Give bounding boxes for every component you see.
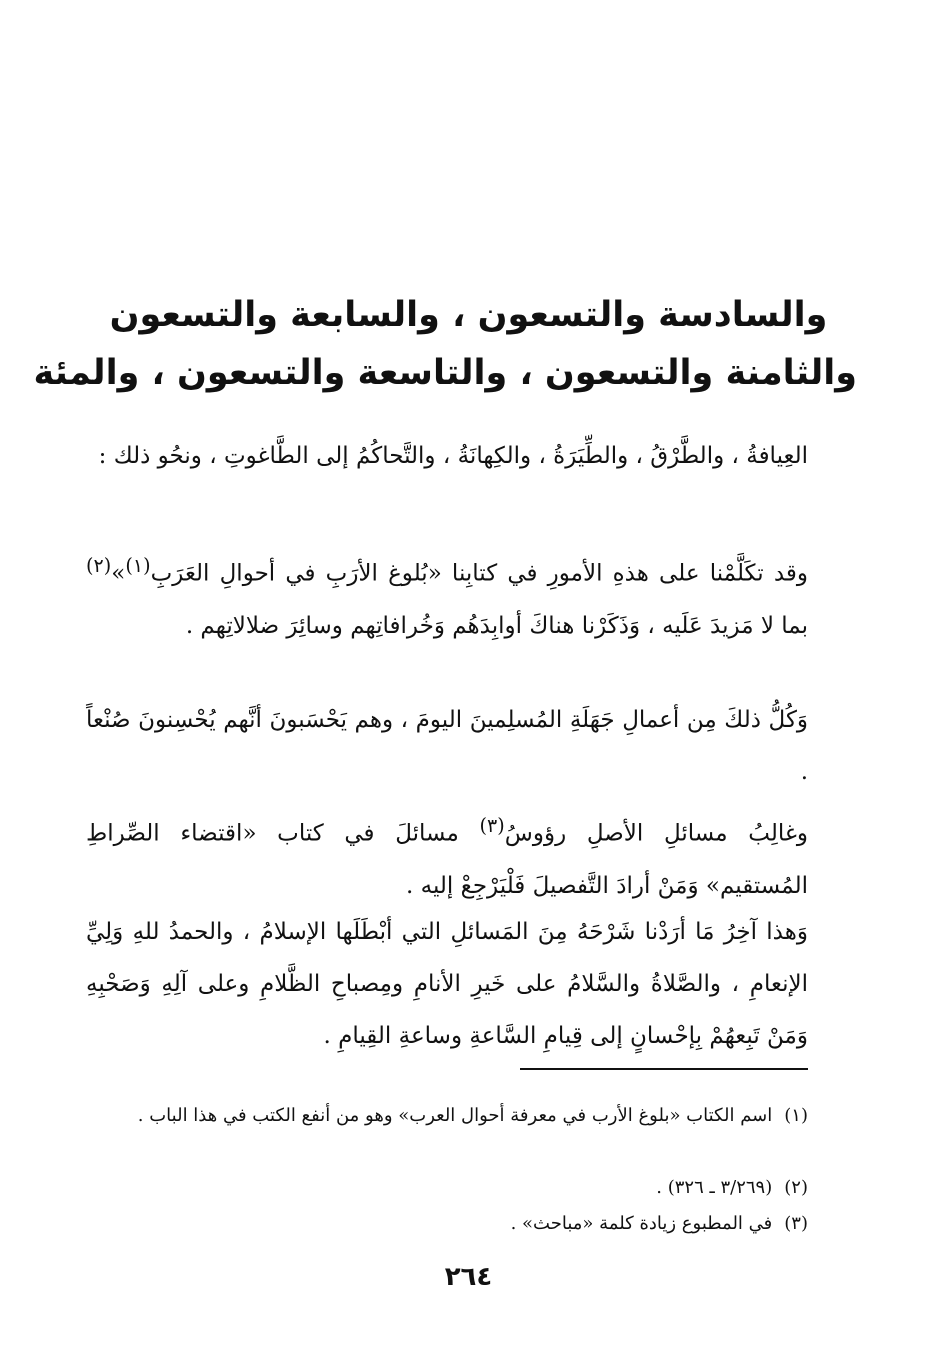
paragraph-2	[86, 540, 808, 652]
footnote-3-text: في المطبوع زيادة كلمة «مباحث» .	[510, 1213, 773, 1234]
footnote-2	[86, 1172, 808, 1204]
paragraph-3: وَكُلُّ ذلكَ مِن أعمالِ جَهَلَةِ المُسلِمينَ اليومَ ، وهم يَحْسَبونَ أنَّهم يُحْسِنونَ صُنْعاً .	[86, 707, 808, 785]
paragraph-4-text-b: مسائلَ في كتاب «اقتضاء الصِّراطِ المُستقيم» وَمَنْ أرادَ التَّفصيلَ فَلْيَرْجِعْ إليه .	[86, 820, 808, 899]
footnote-2-text: (٣/٢٦٩ ـ ٣٢٦) .	[656, 1177, 773, 1198]
paragraph-2-text-c: بما لا مَزيدَ عَلَيه ، وَذَكَرْنا هناكَ أوابِدَهُم وَخُرافاتِهم وسائِرَ ضلالاتِهم .	[185, 612, 808, 639]
footnote-ref-3: (٣)	[479, 814, 505, 837]
footnote-ref-1: (١)	[125, 554, 151, 577]
paragraph-4	[86, 800, 808, 912]
paragraph-5: وَهذا آخِرُ مَا أرَدْنا شَرْحَهُ مِنَ المَسائلِ التي أبْطَلَها الإسلامُ ، والحمدُ للهِ وَلِيِّ الإنعامِ ، والصَّلاةُ والسَّلامُ على خَيرِ الأنامِ ومِصباحِ الظَّلامِ وعلى آلِهِ وَصَحْبِهِ وَمَنْ تَبِعهُمْ بِإحْسانٍ إلى قِيامِ السَّاعةِ وساعةِ القِيامِ .	[86, 919, 808, 1049]
paragraph-2-text-a: وقد تكَلَّمْنا على هذهِ الأمورِ في كتابِنا «بُلوغ الأرَبِ في أحوالِ العَرَبِ	[150, 560, 808, 587]
page-number: ٢٦٤	[444, 1262, 493, 1292]
footnote-1	[86, 1100, 808, 1132]
footnote-divider	[520, 1068, 808, 1070]
chapter-title-line-2: والثامنة والتسعون ، والتاسعة والتسعون ، والمئة	[33, 353, 857, 393]
paragraph-1: العِيافةُ ، والطَّرْقُ ، والطِّيَرَةُ ، والكِهانَةُ ، والتَّحاكُمُ إلى الطَّاغوتِ ، ونحُو ذلك :	[98, 443, 808, 469]
footnote-1-number: (١)	[784, 1105, 808, 1126]
paragraph-4-text-a: وغالِبُ مسائلِ الأصلِ رؤوسُ	[504, 820, 808, 847]
chapter-title-line-1: والسادسة والتسعون ، والسابعة والتسعون	[109, 295, 828, 335]
footnote-2-number: (٢)	[784, 1177, 808, 1198]
paragraph-2-text-b: »	[111, 560, 126, 587]
footnote-3	[86, 1208, 808, 1240]
footnote-3-number: (٣)	[784, 1213, 808, 1234]
footnote-1-text: اسم الكتاب «بلوغ الأرب في معرفة أحوال العرب» وهو من أنفع الكتب في هذا الباب .	[137, 1105, 773, 1126]
footnote-ref-2: (٢)	[86, 554, 112, 577]
